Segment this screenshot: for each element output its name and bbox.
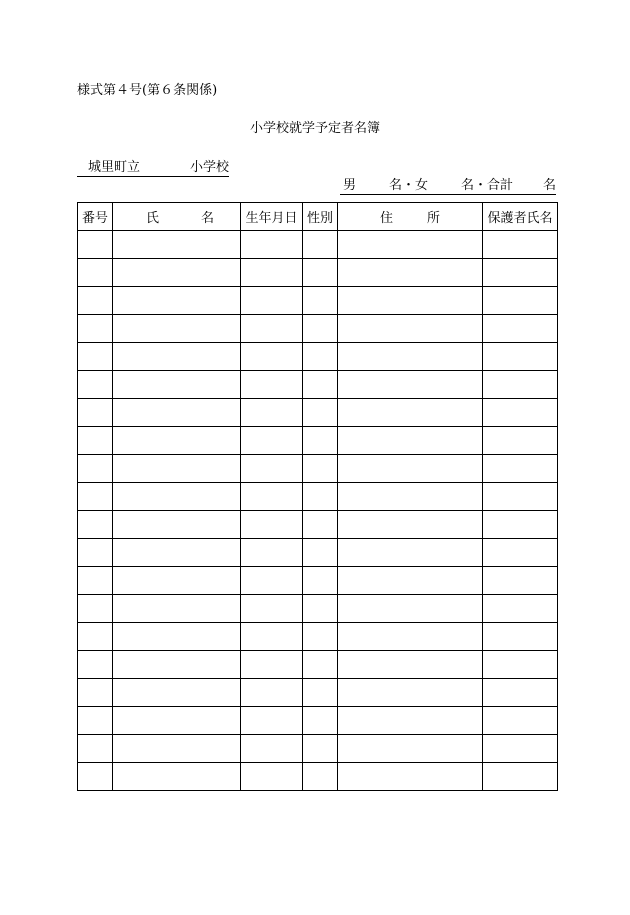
name-cell (113, 763, 241, 791)
guardian-cell (483, 427, 558, 455)
name-cell (113, 595, 241, 623)
name-cell (113, 651, 241, 679)
number-cell (78, 763, 113, 791)
address-cell (338, 287, 483, 315)
number-cell (78, 287, 113, 315)
number-cell (78, 483, 113, 511)
sex-cell (303, 231, 338, 259)
male-label: 男 (343, 178, 357, 193)
number-cell (78, 623, 113, 651)
guardian-cell (483, 595, 558, 623)
birthdate-cell (241, 623, 303, 651)
number-cell (78, 427, 113, 455)
roster-table (77, 202, 558, 791)
number-cell (78, 511, 113, 539)
table-row (78, 735, 558, 763)
female-label: 名・女 (389, 178, 429, 193)
birthdate-cell (241, 651, 303, 679)
address-cell (338, 735, 483, 763)
name-cell (113, 343, 241, 371)
total-end-label: 名 (543, 178, 557, 193)
guardian-cell (483, 679, 558, 707)
address-cell (338, 399, 483, 427)
birthdate-cell (241, 399, 303, 427)
birthdate-cell (241, 483, 303, 511)
sex-cell (303, 315, 338, 343)
birthdate-cell (241, 231, 303, 259)
address-cell (338, 567, 483, 595)
address-cell (338, 511, 483, 539)
number-cell (78, 259, 113, 287)
table-row (78, 511, 558, 539)
address-cell (338, 539, 483, 567)
guardian-cell (483, 455, 558, 483)
name-cell (113, 455, 241, 483)
number-cell (78, 735, 113, 763)
school-town-label: 城里町立 (88, 160, 141, 175)
sex-cell (303, 623, 338, 651)
sex-cell (303, 651, 338, 679)
table-row (78, 287, 558, 315)
table-row (78, 399, 558, 427)
birthdate-cell (241, 287, 303, 315)
number-cell (78, 315, 113, 343)
address-cell (338, 427, 483, 455)
table-row (78, 231, 558, 259)
address-cell (338, 483, 483, 511)
number-cell (78, 343, 113, 371)
name-cell (113, 707, 241, 735)
guardian-cell (483, 763, 558, 791)
table-row (78, 483, 558, 511)
birthdate-cell (241, 763, 303, 791)
column-header-name-a: 氏 (146, 211, 160, 226)
table-row (78, 623, 558, 651)
address-cell (338, 259, 483, 287)
number-cell (78, 651, 113, 679)
roster-body (78, 231, 558, 791)
sex-cell (303, 455, 338, 483)
guardian-cell (483, 567, 558, 595)
number-cell (78, 399, 113, 427)
address-cell (338, 623, 483, 651)
guardian-cell (483, 315, 558, 343)
table-row (78, 763, 558, 791)
guardian-cell (483, 623, 558, 651)
number-cell (78, 539, 113, 567)
name-cell (113, 427, 241, 455)
name-cell (113, 399, 241, 427)
document-title: 小学校就学予定者名簿 (249, 121, 380, 136)
sex-cell (303, 399, 338, 427)
guardian-cell (483, 287, 558, 315)
table-row (78, 343, 558, 371)
address-cell (338, 595, 483, 623)
school-suffix-label: 小学校 (189, 160, 229, 175)
birthdate-cell (241, 567, 303, 595)
name-cell (113, 679, 241, 707)
sex-cell (303, 259, 338, 287)
address-cell (338, 679, 483, 707)
name-cell (113, 483, 241, 511)
birthdate-cell (241, 259, 303, 287)
address-cell (338, 371, 483, 399)
sex-cell (303, 679, 338, 707)
column-header-name (113, 203, 241, 231)
number-cell (78, 455, 113, 483)
birthdate-cell (241, 315, 303, 343)
sex-cell (303, 287, 338, 315)
birthdate-cell (241, 511, 303, 539)
guardian-cell (483, 651, 558, 679)
column-header-sex: 性別 (303, 203, 338, 231)
address-cell (338, 707, 483, 735)
sex-cell (303, 427, 338, 455)
total-label: 名・合計 (461, 178, 514, 193)
table-row (78, 315, 558, 343)
table-row (78, 539, 558, 567)
number-cell (78, 679, 113, 707)
name-cell (113, 567, 241, 595)
birthdate-cell (241, 735, 303, 763)
sex-cell (303, 483, 338, 511)
column-header-address-a: 住 (380, 211, 394, 226)
guardian-cell (483, 343, 558, 371)
enrollment-count-line (340, 178, 556, 195)
sex-cell (303, 539, 338, 567)
column-header-birthdate: 生年月日 (241, 203, 303, 231)
guardian-cell (483, 231, 558, 259)
number-cell (78, 567, 113, 595)
guardian-cell (483, 483, 558, 511)
number-cell (78, 595, 113, 623)
name-cell (113, 287, 241, 315)
name-cell (113, 623, 241, 651)
name-cell (113, 315, 241, 343)
birthdate-cell (241, 427, 303, 455)
sex-cell (303, 707, 338, 735)
name-cell (113, 539, 241, 567)
table-row (78, 567, 558, 595)
guardian-cell (483, 511, 558, 539)
table-row (78, 707, 558, 735)
birthdate-cell (241, 539, 303, 567)
column-header-address (338, 203, 483, 231)
guardian-cell (483, 735, 558, 763)
name-cell (113, 511, 241, 539)
table-row (78, 371, 558, 399)
name-cell (113, 735, 241, 763)
sex-cell (303, 511, 338, 539)
name-cell (113, 259, 241, 287)
column-header-number: 番号 (78, 203, 113, 231)
sex-cell (303, 735, 338, 763)
name-cell (113, 371, 241, 399)
table-row (78, 679, 558, 707)
number-cell (78, 371, 113, 399)
birthdate-cell (241, 679, 303, 707)
birthdate-cell (241, 343, 303, 371)
sex-cell (303, 371, 338, 399)
address-cell (338, 315, 483, 343)
table-row (78, 595, 558, 623)
name-cell (113, 231, 241, 259)
column-header-guardian: 保護者氏名 (483, 203, 558, 231)
birthdate-cell (241, 707, 303, 735)
address-cell (338, 455, 483, 483)
column-header-address-b: 所 (426, 211, 440, 226)
address-cell (338, 231, 483, 259)
column-header-name-b: 名 (200, 211, 214, 226)
guardian-cell (483, 399, 558, 427)
number-cell (78, 231, 113, 259)
guardian-cell (483, 707, 558, 735)
address-cell (338, 763, 483, 791)
table-row (78, 651, 558, 679)
number-cell (78, 707, 113, 735)
address-cell (338, 343, 483, 371)
birthdate-cell (241, 455, 303, 483)
guardian-cell (483, 371, 558, 399)
table-header-row (78, 203, 558, 231)
school-name-line (77, 160, 229, 177)
birthdate-cell (241, 595, 303, 623)
sex-cell (303, 343, 338, 371)
sex-cell (303, 763, 338, 791)
sex-cell (303, 567, 338, 595)
guardian-cell (483, 259, 558, 287)
table-row (78, 455, 558, 483)
form-number: 様式第４号(第６条関係) (77, 83, 218, 98)
table-row (78, 259, 558, 287)
table-row (78, 427, 558, 455)
guardian-cell (483, 539, 558, 567)
address-cell (338, 651, 483, 679)
birthdate-cell (241, 371, 303, 399)
sex-cell (303, 595, 338, 623)
